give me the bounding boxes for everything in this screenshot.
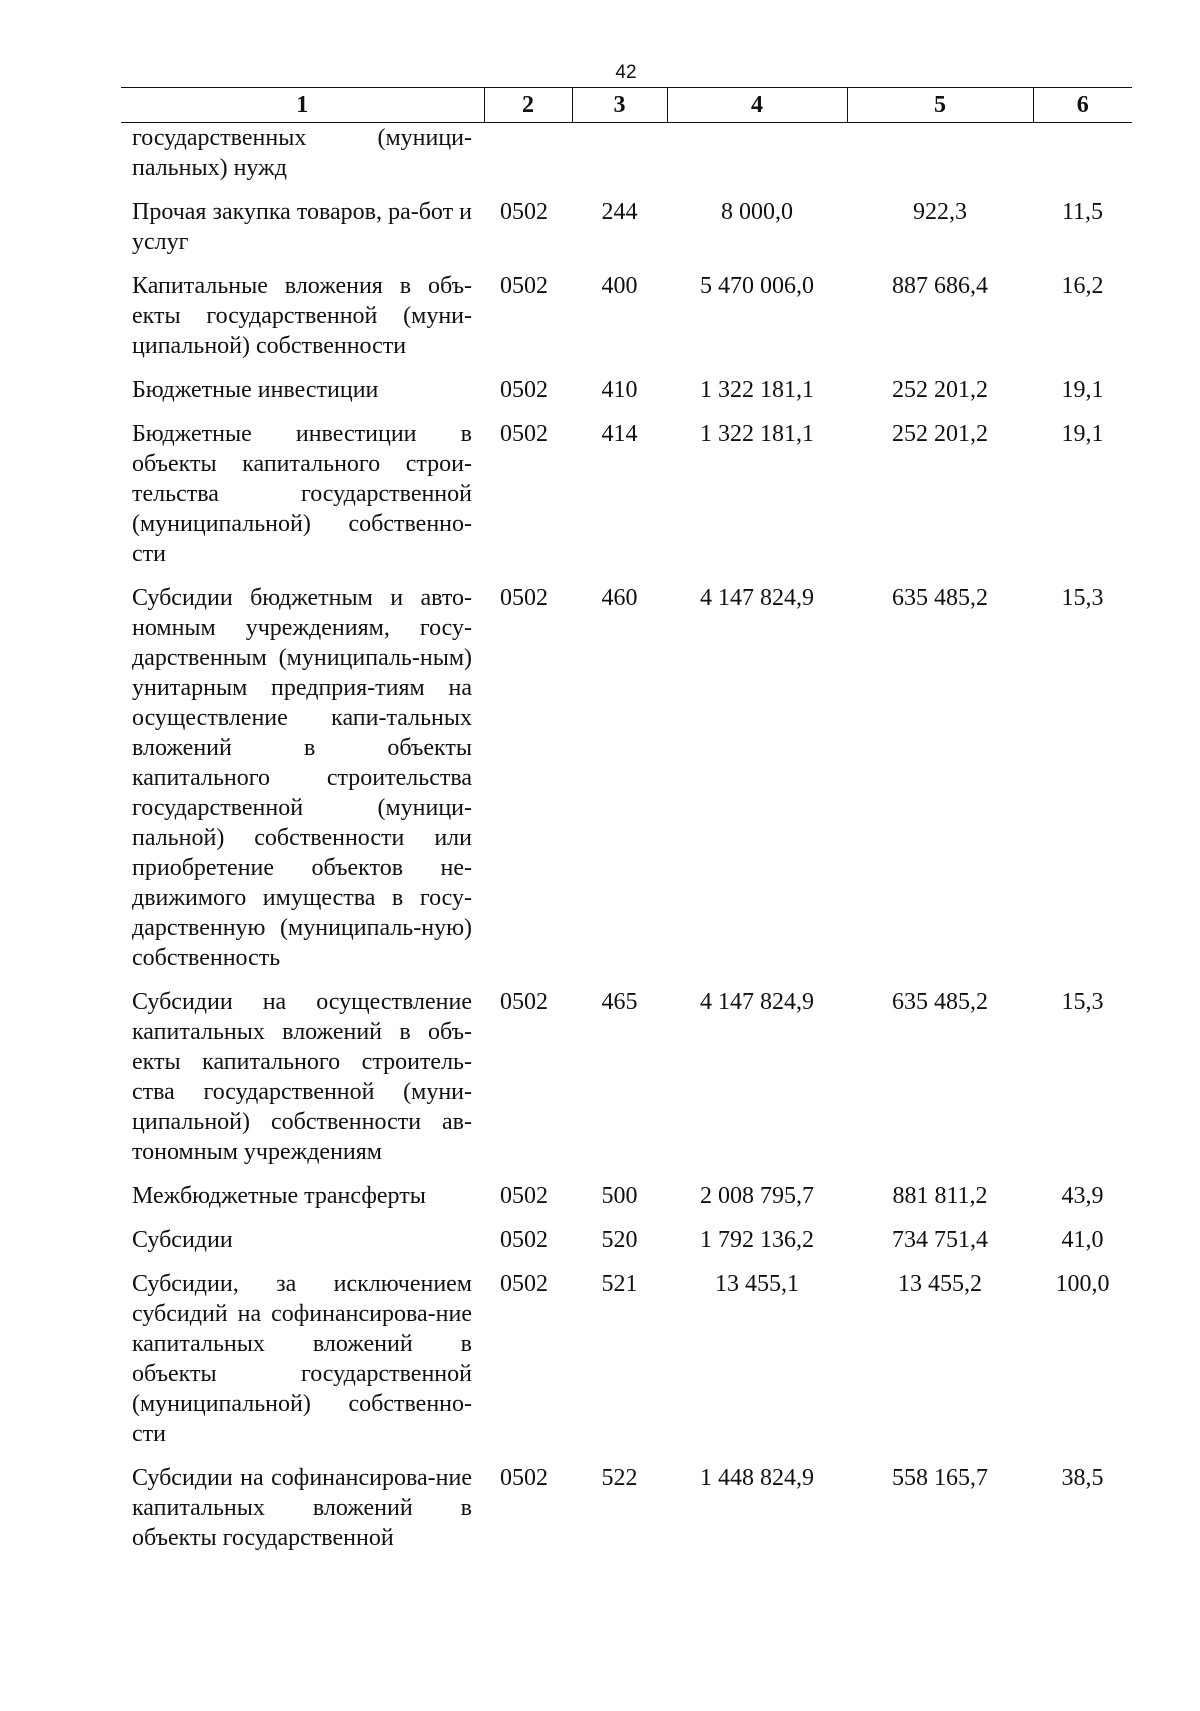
row-section-code: 0502 xyxy=(500,585,548,611)
table-row xyxy=(121,987,1132,1181)
row-type-code: 460 xyxy=(601,585,638,611)
row-name: Бюджетные инвестиции в объекты капитального строи-тельства государственной (муниципальной) собственно-сти xyxy=(132,421,472,567)
row-actual-amount: 635 485,2 xyxy=(892,989,988,1015)
header-col-6: 6 xyxy=(1033,88,1132,123)
header-col-3: 3 xyxy=(572,88,667,123)
row-planned-amount: 2 008 795,7 xyxy=(700,1183,814,1209)
row-actual-amount: 635 485,2 xyxy=(892,585,988,611)
row-planned-amount: 1 322 181,1 xyxy=(700,421,814,447)
row-percent: 11,5 xyxy=(1061,199,1104,225)
row-planned-amount: 8 000,0 xyxy=(721,199,793,225)
table-row xyxy=(121,583,1132,987)
table-row xyxy=(121,1463,1132,1567)
row-type-code: 410 xyxy=(601,377,638,403)
row-type-code: 500 xyxy=(601,1183,638,1209)
row-section-code: 0502 xyxy=(500,1465,548,1491)
header-col-5: 5 xyxy=(847,88,1033,123)
row-section-code: 0502 xyxy=(500,421,548,447)
table-row xyxy=(121,1181,1132,1225)
table-row xyxy=(121,375,1132,419)
row-actual-amount: 252 201,2 xyxy=(892,421,988,447)
row-percent: 19,1 xyxy=(1061,377,1104,403)
table-body xyxy=(121,123,1132,1568)
row-type-code: 522 xyxy=(601,1465,638,1491)
row-actual-amount: 558 165,7 xyxy=(892,1465,988,1491)
row-section-code: 0502 xyxy=(500,989,548,1015)
row-percent: 43,9 xyxy=(1061,1183,1104,1209)
row-name: Субсидии на софинансирова-ние капитальных вложений в объекты государственной xyxy=(132,1465,472,1551)
header-row xyxy=(121,88,1132,123)
row-section-code: 0502 xyxy=(500,1227,548,1253)
row-type-code: 414 xyxy=(601,421,638,447)
header-col-4: 4 xyxy=(667,88,847,123)
table-row xyxy=(121,1269,1132,1463)
row-actual-amount: 252 201,2 xyxy=(892,377,988,403)
row-planned-amount: 1 322 181,1 xyxy=(700,377,814,403)
row-name: Субсидии xyxy=(132,1227,233,1253)
table-row xyxy=(121,419,1132,583)
row-planned-amount xyxy=(667,123,847,198)
table-header xyxy=(121,88,1132,123)
row-percent: 19,1 xyxy=(1061,421,1104,447)
row-type-code: 520 xyxy=(601,1227,638,1253)
row-type-code xyxy=(572,123,667,198)
row-percent: 100,0 xyxy=(1055,1271,1110,1297)
header-col-1: 1 xyxy=(121,88,484,123)
row-name: Межбюджетные трансферты xyxy=(132,1183,426,1209)
row-name: Субсидии бюджетным и авто-номным учреждениям, госу-дарственным (муниципаль-ным) унитарным предприя-тиям на осуществление капи-тальных вложений в объекты капитального строительства государственной (муници-пальной) собственности или приобретение объектов не-движимого имущества в госу-дарственную (муниципаль-ную) собственность xyxy=(132,585,472,971)
row-section-code: 0502 xyxy=(500,1183,548,1209)
row-actual-amount: 881 811,2 xyxy=(892,1183,988,1209)
budget-table xyxy=(121,87,1132,1567)
row-actual-amount: 887 686,4 xyxy=(892,273,988,299)
row-name: государственных (муници-пальных) нужд xyxy=(132,125,472,181)
row-actual-amount xyxy=(847,123,1033,198)
table-row xyxy=(121,197,1132,271)
row-planned-amount: 1 448 824,9 xyxy=(700,1465,814,1491)
header-col-2: 2 xyxy=(484,88,572,123)
row-name: Бюджетные инвестиции xyxy=(132,377,379,403)
table-row xyxy=(121,1225,1132,1269)
row-section-code xyxy=(484,123,572,198)
row-planned-amount: 13 455,1 xyxy=(715,1271,799,1297)
row-name: Капитальные вложения в объ-екты государственной (муни-ципальной) собственности xyxy=(132,273,472,359)
row-planned-amount: 5 470 006,0 xyxy=(700,273,814,299)
row-percent xyxy=(1033,123,1132,198)
table-row xyxy=(121,123,1132,198)
row-section-code: 0502 xyxy=(500,199,548,225)
table-row xyxy=(121,271,1132,375)
row-actual-amount: 734 751,4 xyxy=(892,1227,988,1253)
row-percent: 15,3 xyxy=(1061,585,1104,611)
row-planned-amount: 4 147 824,9 xyxy=(700,989,814,1015)
row-section-code: 0502 xyxy=(500,273,548,299)
row-name: Прочая закупка товаров, ра-бот и услуг xyxy=(132,199,472,255)
row-actual-amount: 922,3 xyxy=(913,199,967,225)
page-number: 42 xyxy=(615,62,637,83)
row-section-code: 0502 xyxy=(500,377,548,403)
row-type-code: 465 xyxy=(601,989,638,1015)
row-percent: 38,5 xyxy=(1061,1465,1104,1491)
row-name: Субсидии, за исключением субсидий на софинансирова-ние капитальных вложений в объекты государственной (муниципальной) собственно-сти xyxy=(132,1271,472,1447)
row-type-code: 521 xyxy=(601,1271,638,1297)
row-percent: 16,2 xyxy=(1061,273,1104,299)
row-name: Субсидии на осуществление капитальных вложений в объ-екты капитального строитель-ства государственной (муни-ципальной) собственности ав-тономным учреждениям xyxy=(132,989,472,1165)
row-planned-amount: 1 792 136,2 xyxy=(700,1227,814,1253)
row-actual-amount: 13 455,2 xyxy=(898,1271,982,1297)
row-percent: 41,0 xyxy=(1061,1227,1104,1253)
row-percent: 15,3 xyxy=(1061,989,1104,1015)
row-type-code: 400 xyxy=(601,273,638,299)
row-type-code: 244 xyxy=(601,199,638,225)
row-planned-amount: 4 147 824,9 xyxy=(700,585,814,611)
row-section-code: 0502 xyxy=(500,1271,548,1297)
